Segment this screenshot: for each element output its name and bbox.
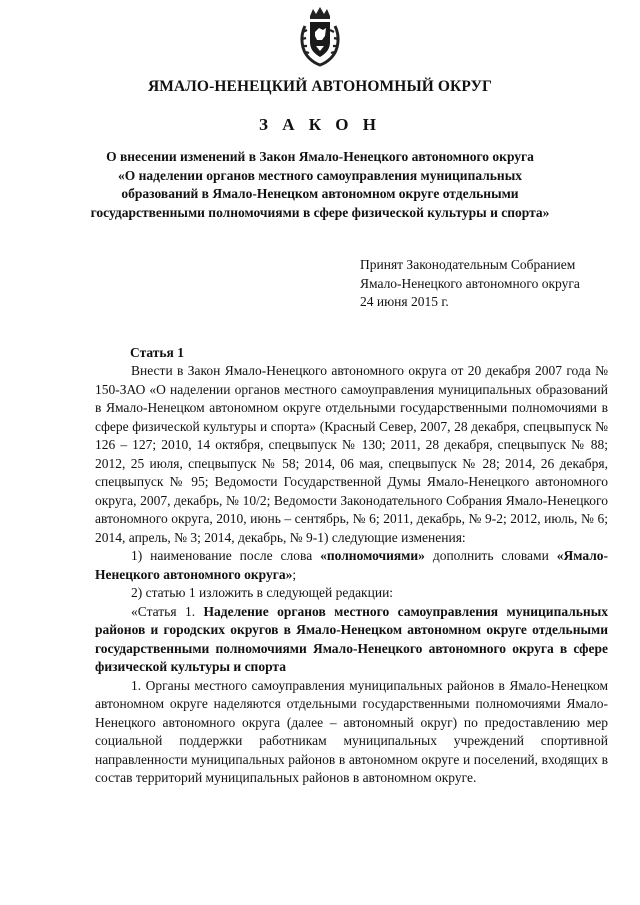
text-fragment: 1) наименование после слова <box>131 548 321 563</box>
amendment-item-1 <box>95 547 608 584</box>
amendment-item-2: 2) статью 1 изложить в следующей редакции: <box>131 585 394 600</box>
article-intro: Внести в Закон Ямало-Ненецкого автономного округа от 20 декабря 2007 года № 150-ЗАО «О наделении органов местного самоуправления муниципальных образований в Ямало-Ненецком автономном округе отдельными государственными полномочиями в сфере физической культуры и спорта» (Красный Север, 2007, 28 декабря, спецвыпуск № 126 – 127; 2010, 14 октября, спецвыпуск № 130; 2011, 28 декабря, спецвыпуск № 88; 2012, 25 июля, спецвыпуск № 58; 2014, 06 мая, спецвыпуск № 28; 2014, 26 декабря, спецвыпуск № 95; Ведомости Государственной Думы Ямало-Ненецкого автономного округа, 2007, декабрь, № 10/2; Ведомости Законодательного Собрания Ямало-Ненецкого автономного округа, 2010, июнь – сентябрь, № 6; 2011, декабрь, № 9-2; 2012, июль, № 6; 2014, апрель, № 3; 2014, декабрь, № 9-1) следующие изменения: <box>95 363 608 545</box>
coat-of-arms-icon <box>297 6 343 68</box>
law-heading: З А К О Н <box>258 115 382 134</box>
law-title-line: образований в Ямало-Ненецком автономном округе отдельными <box>121 186 519 201</box>
adoption-line: Ямало-Ненецкого автономного округа <box>360 275 580 291</box>
adoption-note <box>360 256 580 312</box>
article-body <box>95 362 608 788</box>
law-title-line: О внесении изменений в Закон Ямало-Ненецкого автономного округа <box>106 149 534 164</box>
article-heading: Статья 1 <box>130 345 184 360</box>
added-words: «Ямало-Ненецкого автономного округа» <box>95 548 609 582</box>
article-number: «Статья 1. <box>131 603 196 619</box>
article-paragraph-1: 1. Органы местного самоуправления муниципальных районов в Ямало-Ненецком автономном округе наделяются отдельными государственными полномочиями Ямало-Ненецкого автономного округа (далее – автономный округ) по предоставлению мер социальной поддержки работникам муниципальных учреждений спортивной направленности муниципальных районов в автономном округе и поселений, входящих в состав территорий муниципальных районов в автономном округе. <box>95 677 608 785</box>
law-title-line: государственными полномочиями в сфере физической культуры и спорта» <box>90 204 550 220</box>
adoption-line: Принят Законодательным Собранием <box>360 257 576 272</box>
law-title <box>78 148 562 222</box>
quoted-word: «полномочиями» <box>320 548 425 563</box>
law-title-line: «О наделении органов местного самоуправления муниципальных <box>117 167 523 183</box>
adoption-date: 24 июня 2015 г. <box>360 294 449 309</box>
article-title: Наделение органов местного самоуправления муниципальных районов и городских округов в Ямало-Ненецком автономном округе отдельными государственными полномочиями Ямало-Ненецкого автономного округа в сфере физической культуры и спорта <box>95 603 608 674</box>
region-name: ЯМАЛО-НЕНЕЦКИЙ АВТОНОМНЫЙ ОКРУГ <box>147 78 493 95</box>
text-fragment: дополнить словами <box>424 548 557 563</box>
new-article-heading <box>95 603 608 677</box>
text-fragment: ; <box>292 566 297 582</box>
